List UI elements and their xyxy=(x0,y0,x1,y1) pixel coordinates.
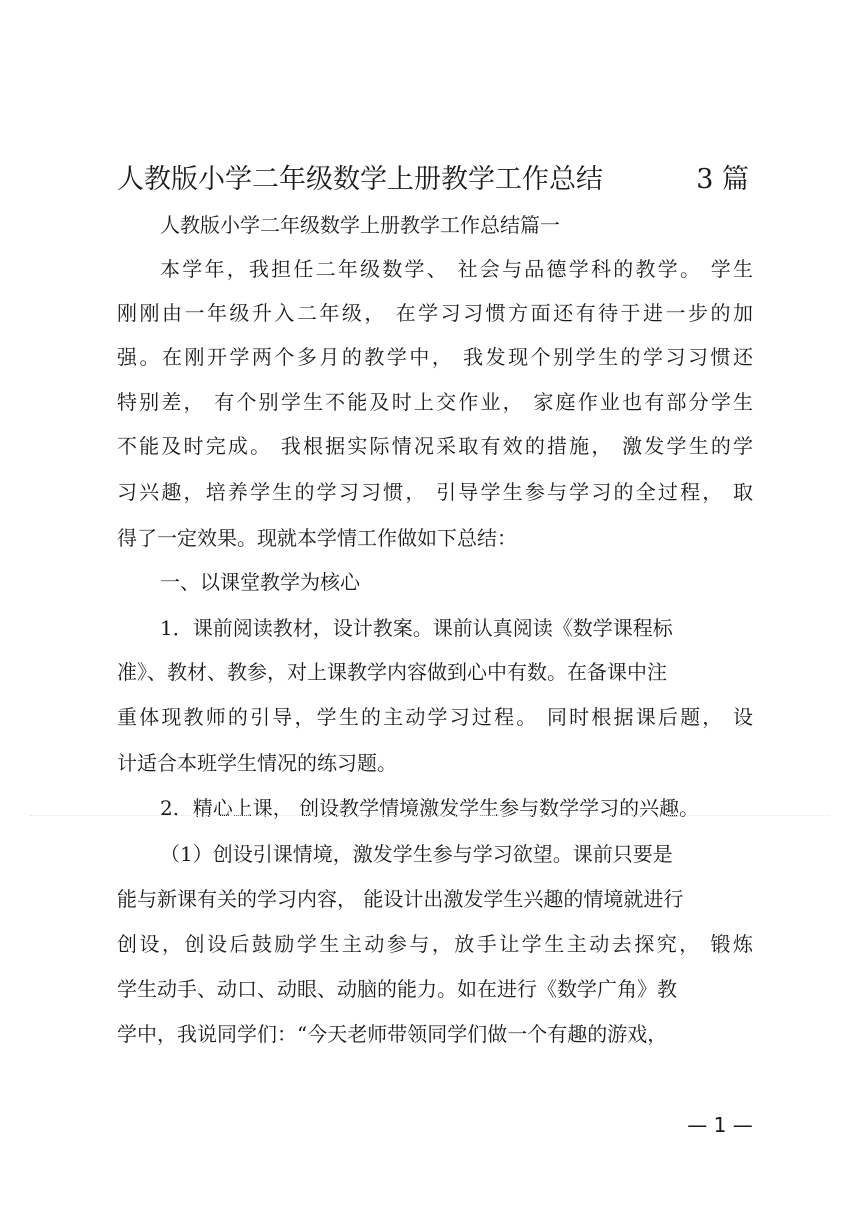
paragraph-line: 学中，我说同学们：“今天老师带领同学们做一个有趣的游戏， xyxy=(117,1022,668,1046)
paragraph-line: 重体现教师的引导，学生的主动学习过程。 同时根据课后题， 设 xyxy=(117,705,753,729)
paragraph-line: 习兴趣，培养学生的学习习惯， 引导学生参与学习的全过程， 取 xyxy=(117,480,753,504)
paragraph-line: 准》、教材、教参，对上课教学内容做到心中有数。在备课中注 xyxy=(117,660,667,684)
paragraph-line: 刚刚由一年级升入二年级， 在学习习惯方面还有待于进一步的加 xyxy=(117,301,753,325)
paragraph-line: 创设，创设后鼓励学生主动参与，放手让学生主动去探究， 锻炼 xyxy=(117,932,753,956)
paragraph-line: 不能及时完成。 我根据实际情况采取有效的措施， 激发学生的学 xyxy=(117,434,753,458)
paragraph-line: （1）创设引课情境，激发学生参与学习欲望。课前只要是 xyxy=(160,842,673,866)
title-text: 人教版小学二年级数学上册教学工作总结 xyxy=(117,164,603,195)
paragraph-line: 本学年，我担任二年级数学、 社会与品德学科的教学。 学生 xyxy=(160,257,753,281)
page-number: — 1 — xyxy=(687,1113,753,1137)
section-heading: 人教版小学二年级数学上册教学工作总结篇一 xyxy=(160,213,560,237)
paragraph-line: 得了一定效果。现就本学情工作做如下总结： xyxy=(117,526,517,550)
document-title xyxy=(117,160,757,200)
paragraph-line: 2．精心上课， 创设教学情境激发学生参与数学学习的兴趣。 xyxy=(160,796,700,820)
paragraph-line: 计适合本班学生情况的练习题。 xyxy=(117,751,397,775)
paragraph-line: 能与新课有关的学习内容， 能设计出激发学生兴趣的情境就进行 xyxy=(117,887,684,911)
subheading: 一、以课堂教学为核心 xyxy=(160,570,360,594)
page-divider xyxy=(30,815,830,816)
paragraph-line: 强。在刚开学两个多月的教学中， 我发现个别学生的学习习惯还 xyxy=(117,345,753,369)
paragraph-line: 学生动手、动口、动眼、动脑的能力。如在进行《数学广角》教 xyxy=(117,977,677,1001)
title-count: 3 篇 xyxy=(696,164,749,195)
paragraph-line: 特别差， 有个别学生不能及时上交作业， 家庭作业也有部分学生 xyxy=(117,390,753,414)
paragraph-line: 1．课前阅读教材，设计教案。课前认真阅读《数学课程标 xyxy=(160,616,673,640)
